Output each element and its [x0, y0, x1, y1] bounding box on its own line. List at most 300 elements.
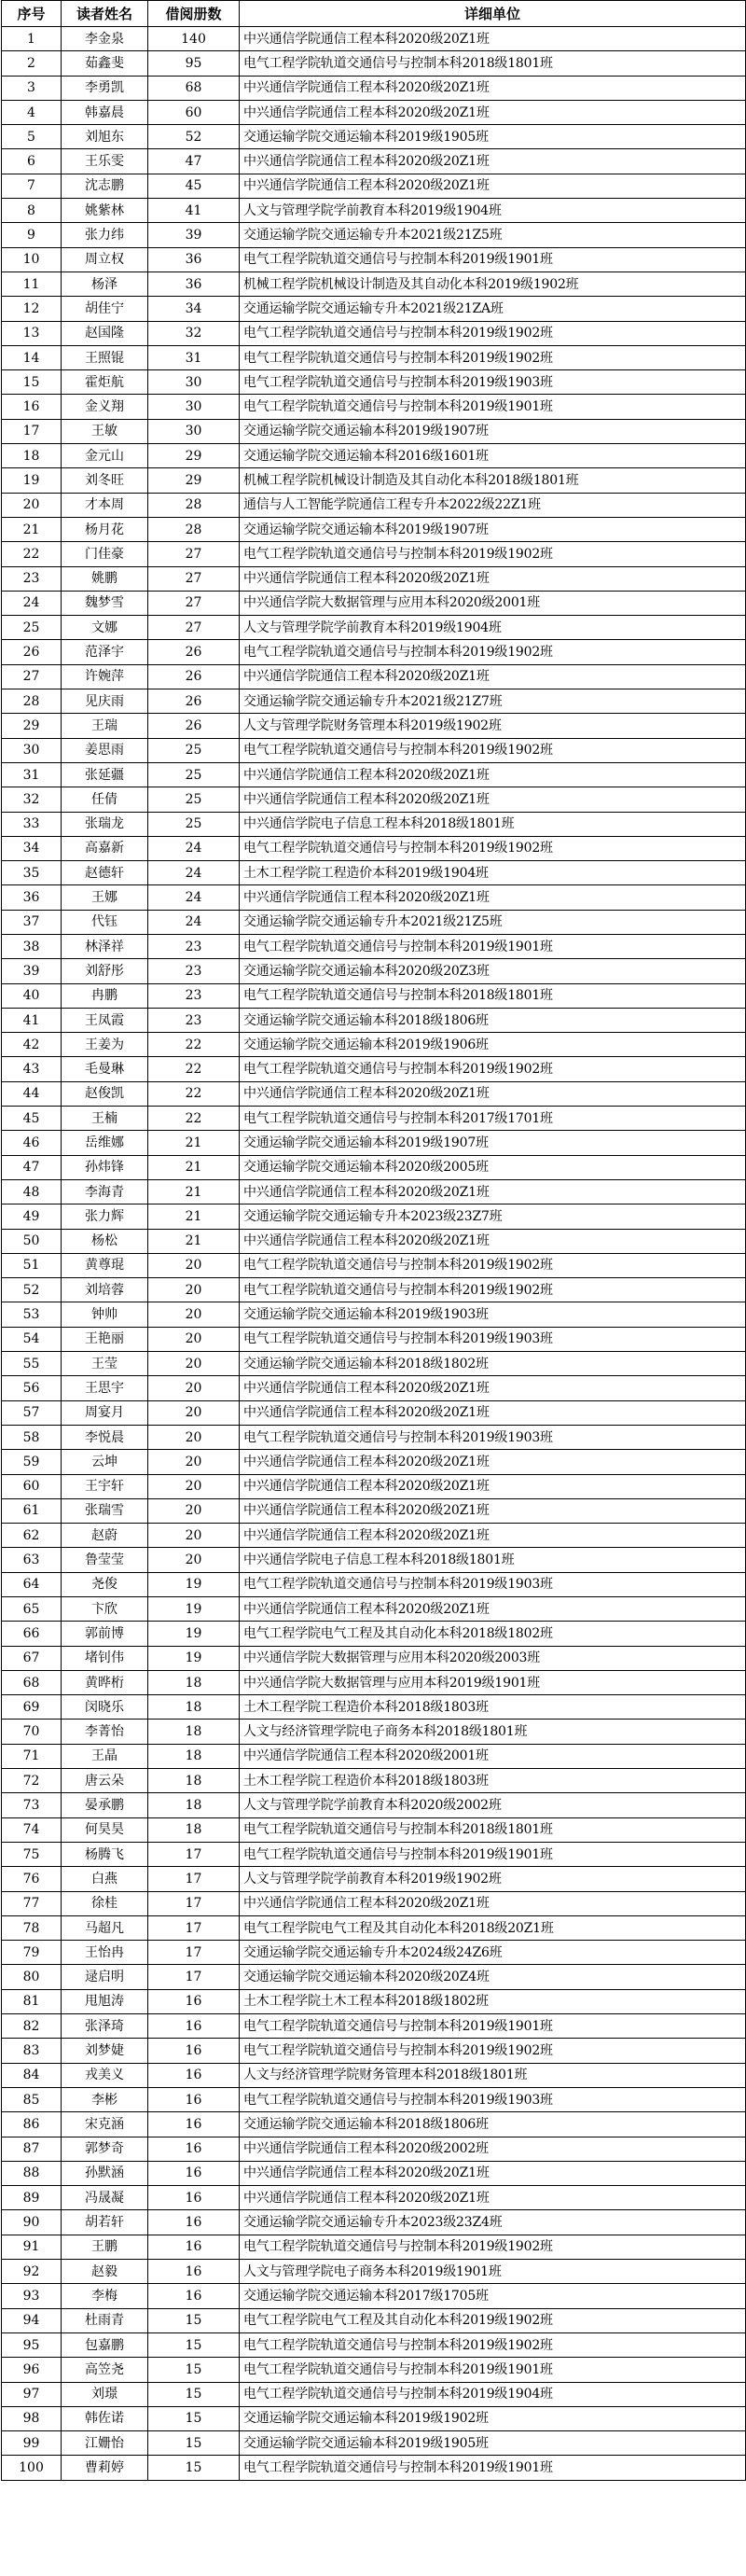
table-row: [2, 664, 746, 689]
reader-name: 高笠尧: [62, 2358, 148, 2382]
unit-detail: 土木工程学院工程造价本科2019级1904班: [240, 861, 746, 885]
row-index: 99: [2, 2431, 62, 2456]
unit-detail: 交通运输学院交通运输专升本2021级21ZA班: [240, 297, 746, 321]
borrow-count: 140: [148, 27, 240, 51]
table-row: [2, 444, 746, 468]
borrow-count: 20: [148, 1278, 240, 1302]
borrow-count: 20: [148, 1400, 240, 1425]
table-row: [2, 1498, 746, 1523]
reader-name: 姜思雨: [62, 738, 148, 762]
unit-detail: 交通运输学院交通运输本科2019级1907班: [240, 419, 746, 443]
unit-detail: 交通运输学院交通运输本科2020级20Z3班: [240, 959, 746, 983]
table-row: [2, 2431, 746, 2456]
reader-name: 孙炜锋: [62, 1155, 148, 1179]
table-row: [2, 174, 746, 198]
table-row: [2, 1474, 746, 1498]
reader-name: 闵晓乐: [62, 1695, 148, 1720]
table-row: [2, 1302, 746, 1327]
reader-name: 见庆雨: [62, 689, 148, 714]
row-index: 70: [2, 1720, 62, 1744]
reader-name: 张瑞雪: [62, 1498, 148, 1523]
reader-name: 王思宇: [62, 1376, 148, 1400]
reader-name: 晏承鹏: [62, 1793, 148, 1817]
reader-name: 唐云朵: [62, 1769, 148, 1793]
row-index: 94: [2, 2308, 62, 2332]
unit-detail: 交通运输学院交通运输本科2019级1906班: [240, 1033, 746, 1057]
borrow-count: 52: [148, 125, 240, 149]
table-row: [2, 2332, 746, 2357]
row-index: 89: [2, 2186, 62, 2210]
table-row: [2, 223, 746, 247]
reader-name: 张泽琦: [62, 2014, 148, 2039]
table-row: [2, 1941, 746, 1965]
borrow-count: 16: [148, 2063, 240, 2087]
reader-borrowing-table: [1, 0, 746, 2481]
borrow-count: 22: [148, 1057, 240, 1081]
borrow-count: 20: [148, 1376, 240, 1400]
row-index: 4: [2, 100, 62, 124]
row-index: 85: [2, 2087, 62, 2111]
borrow-count: 16: [148, 2039, 240, 2063]
borrow-count: 34: [148, 297, 240, 321]
header-row: [2, 1, 746, 27]
row-index: 34: [2, 836, 62, 860]
borrow-count: 31: [148, 345, 240, 369]
unit-detail: 电气工程学院轨道交通信号与控制本科2019级1902班: [240, 2039, 746, 2063]
reader-name: 李金泉: [62, 27, 148, 51]
row-index: 21: [2, 517, 62, 541]
table-row: [2, 2235, 746, 2259]
borrow-count: 36: [148, 272, 240, 296]
reader-name: 张延疆: [62, 762, 148, 787]
unit-detail: 电气工程学院轨道交通信号与控制本科2019级1904班: [240, 2382, 746, 2406]
reader-name: 杨腾飞: [62, 1842, 148, 1866]
reader-name: 王乐雯: [62, 149, 148, 174]
row-index: 12: [2, 297, 62, 321]
table-row: [2, 1253, 746, 1277]
unit-detail: 交通运输学院交通运输本科2018级1806班: [240, 1008, 746, 1032]
header-index: 序号: [2, 1, 62, 27]
reader-name: 逯启明: [62, 1965, 148, 1989]
borrow-count: 16: [148, 1989, 240, 2013]
reader-name: 王晶: [62, 1744, 148, 1768]
table-row: [2, 959, 746, 983]
borrow-count: 15: [148, 2431, 240, 2456]
unit-detail: 交通运输学院交通运输本科2020级2005班: [240, 1155, 746, 1179]
table-row: [2, 2284, 746, 2308]
unit-detail: 人文与管理学院学前教育本科2019级1904班: [240, 199, 746, 223]
borrow-count: 29: [148, 468, 240, 493]
borrow-count: 30: [148, 395, 240, 419]
unit-detail: 交通运输学院交通运输专升本2024级24Z6班: [240, 1941, 746, 1965]
row-index: 96: [2, 2358, 62, 2382]
row-index: 43: [2, 1057, 62, 1081]
unit-detail: 人文与经济管理学院电子商务本科2018级1801班: [240, 1720, 746, 1744]
unit-detail: 中兴通信学院通信工程本科2020级20Z1班: [240, 1450, 746, 1474]
row-index: 28: [2, 689, 62, 714]
row-index: 62: [2, 1524, 62, 1548]
row-index: 55: [2, 1352, 62, 1376]
row-index: 3: [2, 76, 62, 100]
reader-name: 鲁莹莹: [62, 1548, 148, 1572]
table-row: [2, 616, 746, 640]
row-index: 8: [2, 199, 62, 223]
unit-detail: 中兴通信学院通信工程本科2020级20Z1班: [240, 2161, 746, 2185]
reader-name: 王莹: [62, 1352, 148, 1376]
reader-name: 岳维娜: [62, 1131, 148, 1155]
row-index: 65: [2, 1597, 62, 1622]
unit-detail: 电气工程学院轨道交通信号与控制本科2019级1903班: [240, 1327, 746, 1351]
unit-detail: 电气工程学院轨道交通信号与控制本科2017级1701班: [240, 1107, 746, 1131]
table-row: [2, 493, 746, 517]
table-row: [2, 542, 746, 566]
unit-detail: 土木工程学院工程造价本科2018级1803班: [240, 1695, 746, 1720]
row-index: 25: [2, 616, 62, 640]
reader-name: 徐桂: [62, 1891, 148, 1915]
unit-detail: 中兴通信学院通信工程本科2020级20Z1班: [240, 1179, 746, 1204]
table-row: [2, 1155, 746, 1179]
table-header: [2, 1, 746, 27]
borrow-count: 20: [148, 1302, 240, 1327]
row-index: 73: [2, 1793, 62, 1817]
borrow-count: 17: [148, 1842, 240, 1866]
reader-name: 许婉萍: [62, 664, 148, 689]
row-index: 24: [2, 591, 62, 615]
reader-name: 张力纬: [62, 223, 148, 247]
row-index: 59: [2, 1450, 62, 1474]
row-index: 1: [2, 27, 62, 51]
row-index: 92: [2, 2260, 62, 2284]
unit-detail: 中兴通信学院电子信息工程本科2018级1801班: [240, 1548, 746, 1572]
table-row: [2, 199, 746, 223]
borrow-count: 20: [148, 1327, 240, 1351]
row-index: 52: [2, 1278, 62, 1302]
row-index: 2: [2, 51, 62, 76]
borrow-count: 27: [148, 566, 240, 591]
unit-detail: 中兴通信学院通信工程本科2020级20Z1班: [240, 1597, 746, 1622]
reader-name: 王宇轩: [62, 1474, 148, 1498]
borrow-count: 18: [148, 1744, 240, 1768]
reader-name: 冯晟凝: [62, 2186, 148, 2210]
row-index: 42: [2, 1033, 62, 1057]
borrow-count: 28: [148, 493, 240, 517]
reader-name: 郭梦奇: [62, 2137, 148, 2161]
unit-detail: 中兴通信学院大数据管理与应用本科2020级2003班: [240, 1646, 746, 1670]
reader-name: 宋克涵: [62, 2112, 148, 2137]
borrow-count: 16: [148, 2235, 240, 2259]
table-row: [2, 27, 746, 51]
reader-name: 甩旭涛: [62, 1989, 148, 2013]
borrow-count: 41: [148, 199, 240, 223]
unit-detail: 交通运输学院交通运输本科2019级1902班: [240, 2406, 746, 2430]
table-row: [2, 149, 746, 174]
unit-detail: 中兴通信学院通信工程本科2020级20Z1班: [240, 100, 746, 124]
unit-detail: 交通运输学院交通运输本科2017级1705班: [240, 2284, 746, 2308]
borrow-count: 19: [148, 1646, 240, 1670]
reader-name: 魏梦雪: [62, 591, 148, 615]
row-index: 60: [2, 1474, 62, 1498]
borrow-count: 30: [148, 370, 240, 395]
table-row: [2, 1376, 746, 1400]
reader-name: 江姗怡: [62, 2431, 148, 2456]
reader-name: 金元山: [62, 444, 148, 468]
table-row: [2, 419, 746, 443]
unit-detail: 中兴通信学院通信工程本科2020级20Z1班: [240, 149, 746, 174]
unit-detail: 中兴通信学院通信工程本科2020级20Z1班: [240, 2186, 746, 2210]
unit-detail: 中兴通信学院通信工程本科2020级20Z1班: [240, 1891, 746, 1915]
table-row: [2, 1622, 746, 1646]
reader-name: 刘旭东: [62, 125, 148, 149]
unit-detail: 交通运输学院交通运输本科2018级1806班: [240, 2112, 746, 2137]
row-index: 33: [2, 812, 62, 836]
reader-name: 范泽宇: [62, 640, 148, 664]
borrow-count: 24: [148, 910, 240, 934]
unit-detail: 中兴通信学院通信工程本科2020级20Z1班: [240, 1498, 746, 1523]
reader-name: 林泽祥: [62, 934, 148, 958]
borrow-count: 20: [148, 1450, 240, 1474]
row-index: 66: [2, 1622, 62, 1646]
reader-name: 刘舒彤: [62, 959, 148, 983]
borrow-count: 21: [148, 1179, 240, 1204]
table-row: [2, 1081, 746, 1106]
borrow-count: 21: [148, 1131, 240, 1155]
table-row: [2, 836, 746, 860]
borrow-count: 45: [148, 174, 240, 198]
borrow-count: 19: [148, 1622, 240, 1646]
unit-detail: 中兴通信学院通信工程本科2020级20Z1班: [240, 762, 746, 787]
reader-name: 李菁怡: [62, 1720, 148, 1744]
reader-name: 韩佐诺: [62, 2406, 148, 2430]
borrow-count: 17: [148, 1965, 240, 1989]
reader-name: 包嘉鹏: [62, 2332, 148, 2357]
reader-name: 姚紫林: [62, 199, 148, 223]
reader-name: 黄晔桁: [62, 1670, 148, 1694]
table-row: [2, 1450, 746, 1474]
unit-detail: 人文与管理学院电子商务本科2019级1901班: [240, 2260, 746, 2284]
reader-name: 文娜: [62, 616, 148, 640]
unit-detail: 人文与管理学院财务管理本科2019级1902班: [240, 714, 746, 738]
borrow-count: 47: [148, 149, 240, 174]
row-index: 32: [2, 787, 62, 812]
table-row: [2, 1425, 746, 1449]
row-index: 49: [2, 1204, 62, 1229]
borrow-count: 68: [148, 76, 240, 100]
table-body: [2, 27, 746, 2481]
unit-detail: 电气工程学院轨道交通信号与控制本科2019级1903班: [240, 1425, 746, 1449]
row-index: 39: [2, 959, 62, 983]
borrow-count: 16: [148, 2014, 240, 2039]
table-row: [2, 812, 746, 836]
reader-name: 李勇凯: [62, 76, 148, 100]
unit-detail: 人文与经济管理学院财务管理本科2018级1801班: [240, 2063, 746, 2087]
reader-name: 杨松: [62, 1229, 148, 1253]
table-row: [2, 1989, 746, 2013]
row-index: 83: [2, 2039, 62, 2063]
row-index: 7: [2, 174, 62, 198]
table-row: [2, 2406, 746, 2430]
borrow-count: 16: [148, 2260, 240, 2284]
table-row: [2, 640, 746, 664]
row-index: 54: [2, 1327, 62, 1351]
reader-name: 冉鹏: [62, 983, 148, 1008]
reader-name: 曹莉婷: [62, 2456, 148, 2480]
reader-name: 胡佳宁: [62, 297, 148, 321]
table-row: [2, 1965, 746, 1989]
row-index: 41: [2, 1008, 62, 1032]
row-index: 79: [2, 1941, 62, 1965]
reader-name: 李悦晨: [62, 1425, 148, 1449]
unit-detail: 电气工程学院轨道交通信号与控制本科2019级1903班: [240, 1572, 746, 1596]
table-row: [2, 1793, 746, 1817]
row-index: 56: [2, 1376, 62, 1400]
unit-detail: 中兴通信学院通信工程本科2020级20Z1班: [240, 1400, 746, 1425]
unit-detail: 中兴通信学院通信工程本科2020级20Z1班: [240, 27, 746, 51]
borrow-count: 22: [148, 1033, 240, 1057]
borrow-count: 27: [148, 542, 240, 566]
borrow-count: 39: [148, 223, 240, 247]
borrow-count: 18: [148, 1720, 240, 1744]
borrow-count: 15: [148, 2406, 240, 2430]
reader-name: 王敏: [62, 419, 148, 443]
table-row: [2, 125, 746, 149]
reader-name: 王楠: [62, 1107, 148, 1131]
row-index: 81: [2, 1989, 62, 2013]
unit-detail: 中兴通信学院通信工程本科2020级20Z1班: [240, 787, 746, 812]
row-index: 31: [2, 762, 62, 787]
reader-name: 云坤: [62, 1450, 148, 1474]
borrow-count: 18: [148, 1793, 240, 1817]
reader-name: 赵毅: [62, 2260, 148, 2284]
row-index: 95: [2, 2332, 62, 2357]
reader-name: 张力辉: [62, 1204, 148, 1229]
borrow-count: 23: [148, 959, 240, 983]
reader-name: 李海青: [62, 1179, 148, 1204]
unit-detail: 电气工程学院轨道交通信号与控制本科2019级1901班: [240, 247, 746, 272]
unit-detail: 电气工程学院轨道交通信号与控制本科2019级1901班: [240, 2014, 746, 2039]
table-row: [2, 247, 746, 272]
row-index: 44: [2, 1081, 62, 1106]
unit-detail: 中兴通信学院通信工程本科2020级20Z1班: [240, 1229, 746, 1253]
borrow-count: 16: [148, 2210, 240, 2235]
table-row: [2, 566, 746, 591]
table-row: [2, 2260, 746, 2284]
borrow-count: 15: [148, 2308, 240, 2332]
unit-detail: 交通运输学院交通运输专升本2023级23Z4班: [240, 2210, 746, 2235]
unit-detail: 电气工程学院轨道交通信号与控制本科2019级1902班: [240, 640, 746, 664]
unit-detail: 电气工程学院轨道交通信号与控制本科2019级1903班: [240, 2087, 746, 2111]
borrow-count: 32: [148, 321, 240, 345]
borrow-count: 24: [148, 836, 240, 860]
unit-detail: 电气工程学院轨道交通信号与控制本科2019级1901班: [240, 395, 746, 419]
unit-detail: 交通运输学院交通运输本科2016级1601班: [240, 444, 746, 468]
row-index: 93: [2, 2284, 62, 2308]
header-unit: 详细单位: [240, 1, 746, 27]
table-row: [2, 1572, 746, 1596]
table-row: [2, 345, 746, 369]
unit-detail: 交通运输学院交通运输本科2019级1903班: [240, 1302, 746, 1327]
reader-name: 金义翔: [62, 395, 148, 419]
table-row: [2, 1915, 746, 1940]
borrow-count: 60: [148, 100, 240, 124]
borrow-count: 29: [148, 444, 240, 468]
borrow-count: 20: [148, 1253, 240, 1277]
table-row: [2, 1057, 746, 1081]
borrow-count: 16: [148, 2137, 240, 2161]
borrow-count: 16: [148, 2161, 240, 2185]
row-index: 87: [2, 2137, 62, 2161]
unit-detail: 人文与管理学院学前教育本科2019级1904班: [240, 616, 746, 640]
unit-detail: 电气工程学院轨道交通信号与控制本科2019级1902班: [240, 1057, 746, 1081]
row-index: 76: [2, 1867, 62, 1891]
row-index: 69: [2, 1695, 62, 1720]
table-row: [2, 1352, 746, 1376]
unit-detail: 中兴通信学院通信工程本科2020级20Z1班: [240, 174, 746, 198]
table-row: [2, 76, 746, 100]
unit-detail: 通信与人工智能学院通信工程专升本2022级22Z1班: [240, 493, 746, 517]
unit-detail: 人文与管理学院学前教育本科2019级1902班: [240, 1867, 746, 1891]
table-row: [2, 2087, 746, 2111]
reader-name: 赵俊凯: [62, 1081, 148, 1106]
unit-detail: 电气工程学院轨道交通信号与控制本科2019级1901班: [240, 2358, 746, 2382]
table-row: [2, 1744, 746, 1768]
table-row: [2, 2063, 746, 2087]
table-row: [2, 934, 746, 958]
row-index: 68: [2, 1670, 62, 1694]
unit-detail: 交通运输学院交通运输本科2020级20Z4班: [240, 1965, 746, 1989]
table-row: [2, 787, 746, 812]
unit-detail: 交通运输学院交通运输专升本2021级21Z5班: [240, 910, 746, 934]
unit-detail: 电气工程学院电气工程及其自动化本科2018级1802班: [240, 1622, 746, 1646]
reader-name: 卞欣: [62, 1597, 148, 1622]
row-index: 9: [2, 223, 62, 247]
unit-detail: 电气工程学院轨道交通信号与控制本科2019级1903班: [240, 370, 746, 395]
row-index: 20: [2, 493, 62, 517]
table-row: [2, 1008, 746, 1032]
borrow-count: 25: [148, 787, 240, 812]
reader-name: 周立权: [62, 247, 148, 272]
table-row: [2, 885, 746, 910]
reader-name: 王姜为: [62, 1033, 148, 1057]
table-row: [2, 2210, 746, 2235]
table-row: [2, 591, 746, 615]
unit-detail: 电气工程学院轨道交通信号与控制本科2019级1902班: [240, 836, 746, 860]
reader-name: 王娜: [62, 885, 148, 910]
unit-detail: 电气工程学院轨道交通信号与控制本科2018级1801班: [240, 1817, 746, 1842]
table-row: [2, 51, 746, 76]
borrow-count: 21: [148, 1229, 240, 1253]
borrow-count: 16: [148, 2112, 240, 2137]
borrow-count: 25: [148, 738, 240, 762]
borrow-count: 18: [148, 1670, 240, 1694]
borrow-count: 19: [148, 1597, 240, 1622]
table-row: [2, 2014, 746, 2039]
borrow-count: 26: [148, 664, 240, 689]
table-row: [2, 468, 746, 493]
reader-name: 代钰: [62, 910, 148, 934]
unit-detail: 电气工程学院轨道交通信号与控制本科2019级1902班: [240, 345, 746, 369]
reader-name: 郭前博: [62, 1622, 148, 1646]
borrow-count: 18: [148, 1695, 240, 1720]
row-index: 22: [2, 542, 62, 566]
row-index: 26: [2, 640, 62, 664]
row-index: 97: [2, 2382, 62, 2406]
unit-detail: 中兴通信学院通信工程本科2020级20Z1班: [240, 885, 746, 910]
unit-detail: 电气工程学院轨道交通信号与控制本科2019级1901班: [240, 1842, 746, 1866]
table-row: [2, 1646, 746, 1670]
row-index: 71: [2, 1744, 62, 1768]
row-index: 47: [2, 1155, 62, 1179]
reader-name: 张瑞龙: [62, 812, 148, 836]
